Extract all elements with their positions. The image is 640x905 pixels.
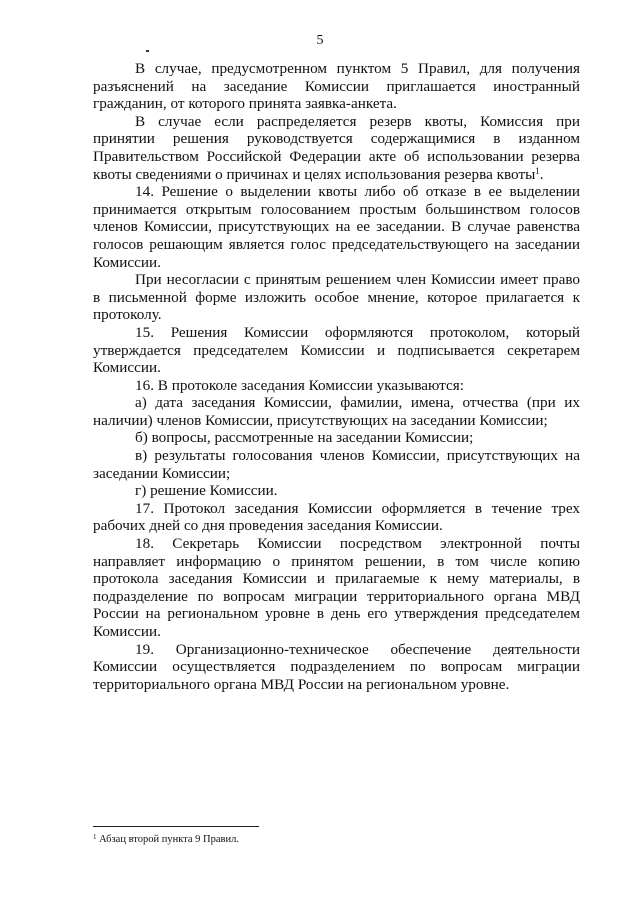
paragraph-item-16-a: а) дата заседания Комиссии, фамилии, имена, отчества (при их наличии) членов Комиссии, присутствующих на заседании Комиссии; (93, 394, 580, 429)
paragraph-item-18: 18. Секретарь Комиссии посредством электронной почты направляет информацию о принятом решении, в том числе копию протокола заседания Комиссии и прилагаемые к нему материалы, в подразделение по вопросам миграции территориального органа МВД России на региональном уровне в день его утверждения председателем Комиссии. (93, 535, 580, 640)
paragraph-quota-reserve-text: В случае если распределяется резерв квоты, Комиссия при принятии решения руководствуется содержащимися в изданном Правительством Российской Федерации акте об использовании резерва квоты сведениями о причинах и целях использования резерва квоты (93, 112, 580, 183)
footnote (93, 833, 239, 846)
paragraph-quota-reserve-end: . (539, 165, 544, 183)
paragraph-item-16-d: г) решение Комиссии. (135, 482, 278, 500)
paragraph-item-16-b: б) вопросы, рассмотренные на заседании Комиссии; (135, 429, 474, 447)
paragraph-dissent: При несогласии с принятым решением член Комиссии имеет право в письменной форме изложить особое мнение, которое прилагается к протоколу. (93, 271, 580, 324)
paragraph-item-17: 17. Протокол заседания Комиссии оформляется в течение трех рабочих дней со дня проведения заседания Комиссии. (93, 499, 580, 535)
page-number: 5 (316, 33, 324, 48)
paragraph-invitation: В случае, предусмотренном пунктом 5 Правил, для получения разъяснений на заседание Комиссии приглашается иностранный гражданин, от которого принята заявка-анкета. (93, 60, 580, 113)
paragraph-item-15: 15. Решения Комиссии оформляются протоколом, который утверждается председателем Комиссии и подписывается секретарем Комиссии. (93, 323, 580, 377)
footnote-reference: 1 (535, 165, 540, 176)
document-body (93, 60, 580, 693)
footnote-text: Абзац второй пункта 9 Правил. (99, 834, 239, 845)
paragraph-quota-reserve (93, 113, 580, 183)
paragraph-item-16-c: в) результаты голосования членов Комиссии, присутствующих на заседании Комиссии; (93, 447, 580, 482)
paragraph-item-14: 14. Решение о выделении квоты либо об отказе в ее выделении принимается открытым голосованием простым большинством голосов членов Комиссии, присутствующих на ее заседании. В случае равенства голосов решающим является голос председательствующего на заседании Комиссии. (93, 183, 580, 271)
paragraph-item-16: 16. В протоколе заседания Комиссии указываются: (135, 376, 464, 394)
footnote-marker: 1 (93, 833, 97, 841)
scan-speck (146, 50, 149, 52)
footnote-divider (93, 826, 259, 827)
paragraph-item-19: 19. Организационно-техническое обеспечение деятельности Комиссии осуществляется подразделением по вопросам миграции территориального органа МВД России на региональном уровне. (93, 640, 580, 693)
